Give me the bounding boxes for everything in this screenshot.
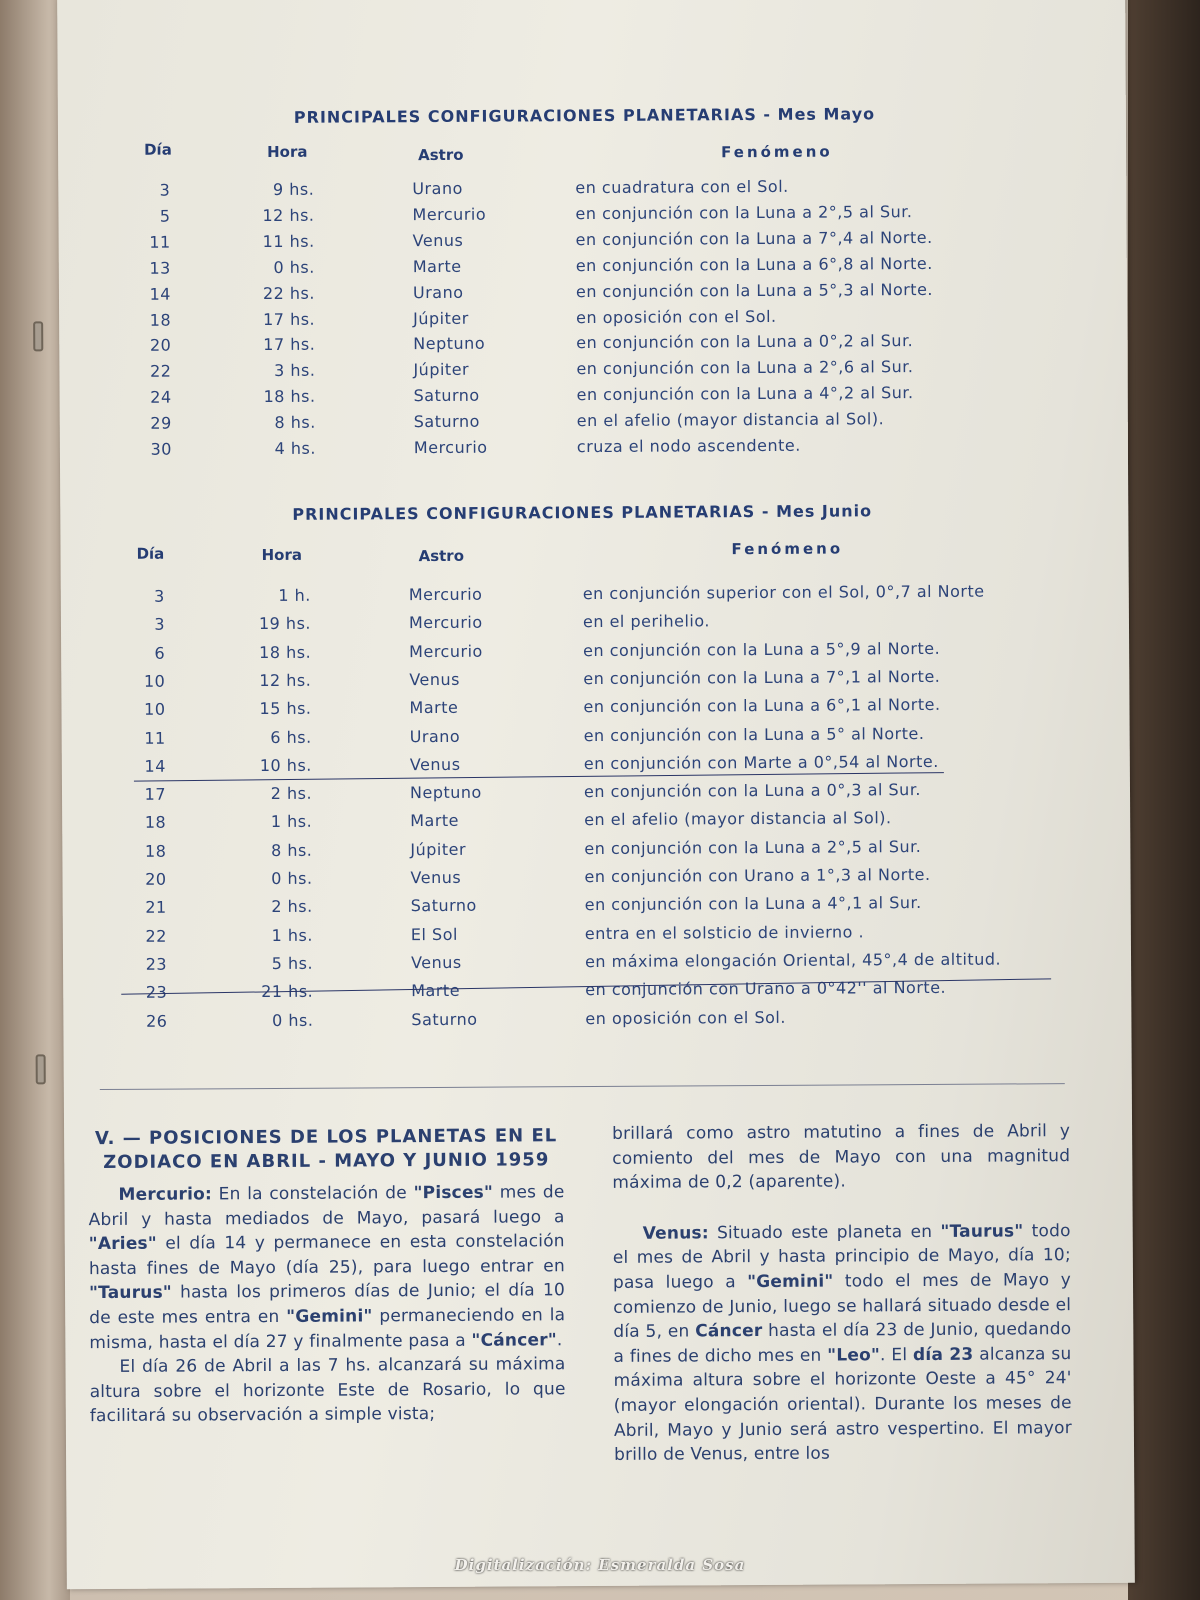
- cell-fenomeno: en conjunción con Urano a 1°,3 al Norte.: [584, 864, 931, 887]
- cell-hora: 0 hs.: [271, 868, 313, 888]
- cell-dia: 21: [145, 897, 167, 918]
- cell-dia: 3: [159, 180, 171, 200]
- cell-astro: Júpiter: [413, 308, 469, 328]
- header-hora: Hora: [261, 545, 302, 565]
- term: Cáncer: [695, 1321, 763, 1342]
- cell-astro: Neptuno: [409, 782, 482, 803]
- table-row: [62, 722, 1130, 755]
- cell-fenomeno: en conjunción con la Luna a 2°,5 al Sur.: [575, 201, 913, 224]
- text-column-left: [88, 1124, 566, 1429]
- cell-dia: 14: [144, 756, 166, 776]
- cell-fenomeno: cruza el nodo ascendente.: [576, 435, 801, 457]
- header-dia: Día: [136, 544, 165, 563]
- cell-hora: 2 hs.: [270, 783, 313, 804]
- term: "Leo": [827, 1345, 881, 1366]
- table-row: [63, 949, 1131, 982]
- cell-astro: Mercurio: [409, 641, 483, 661]
- cell-astro: El Sol: [410, 924, 458, 944]
- cell-astro: Mercurio: [413, 437, 488, 458]
- cell-hora: 9 hs.: [272, 179, 315, 199]
- cell-astro: Venus: [409, 669, 461, 690]
- cell-dia: 20: [145, 869, 167, 889]
- text: . El: [879, 1344, 914, 1366]
- term: "Pisces": [413, 1182, 494, 1204]
- table-row: [61, 609, 1129, 642]
- cell-hora: 1 hs.: [271, 925, 313, 945]
- cell-astro: Júpiter: [413, 360, 470, 380]
- text: todo el mes de Mayo y comienzo de Junio, luego se hallará situado desde el día 5, en: [613, 1270, 1072, 1343]
- cell-dia: 14: [149, 284, 172, 304]
- table-row: [63, 977, 1131, 1010]
- table-row: [61, 666, 1129, 699]
- digitization-credit: Digitalización: Esmeralda Sosa: [454, 1556, 746, 1574]
- cell-hora: 17 hs.: [263, 309, 316, 329]
- header-astro: Astro: [418, 145, 464, 165]
- cell-fenomeno: en máxima elongación Oriental, 45°,4 de altitud.: [584, 949, 1002, 971]
- cell-hora: 15 hs.: [259, 698, 312, 719]
- cell-astro: Júpiter: [410, 839, 467, 859]
- text: todo el mes de Abril y hasta principio de Mayo, día 10; pasa luego a: [612, 1220, 1071, 1293]
- cell-astro: Venus: [409, 754, 461, 774]
- cell-hora: 19 hs.: [258, 614, 312, 634]
- cell-dia: 29: [150, 413, 172, 433]
- cell-fenomeno: en cuadratura con el Sol.: [575, 176, 789, 198]
- cell-fenomeno: en conjunción con la Luna a 5° al Norte.: [583, 723, 925, 745]
- paragraph-venus: [613, 1219, 1072, 1468]
- cell-fenomeno: en oposición con el Sol.: [585, 1007, 786, 1028]
- term: "Gemini": [286, 1306, 373, 1327]
- cell-fenomeno: en conjunción con la Luna a 5°,9 al Norte.: [583, 638, 941, 660]
- cell-astro: Urano: [409, 726, 461, 746]
- cell-astro: Venus: [410, 867, 462, 888]
- cell-dia: 30: [150, 439, 172, 459]
- cell-astro: Venus: [410, 952, 462, 973]
- cell-dia: 10: [143, 671, 166, 691]
- cell-fenomeno: en conjunción con la Luna a 0°,2 al Sur.: [576, 331, 914, 353]
- cell-astro: Marte: [411, 981, 461, 1001]
- cell-dia: 5: [159, 206, 171, 226]
- document-page: [57, 0, 1135, 1589]
- cell-dia: 3: [154, 614, 166, 634]
- cell-fenomeno: en conjunción con la Luna a 6°,8 al Norte.: [575, 253, 933, 275]
- cell-fenomeno: en el afelio (mayor distancia al Sol).: [584, 808, 892, 830]
- cell-hora: 8 hs.: [270, 840, 313, 860]
- background-edge: [1128, 0, 1200, 1600]
- cell-dia: 20: [149, 335, 172, 356]
- cell-astro: Venus: [412, 230, 464, 250]
- table-row: [62, 864, 1130, 897]
- cell-hora: 4 hs.: [274, 438, 316, 458]
- cell-astro: Saturno: [410, 896, 477, 916]
- cell-fenomeno: en conjunción con la Luna a 7°,1 al Norte.: [583, 666, 941, 688]
- header-hora: Hora: [267, 142, 308, 161]
- term: "Cáncer": [471, 1329, 557, 1351]
- cell-fenomeno: en el afelio (mayor distancia al Sol).: [576, 409, 885, 431]
- cell-hora: 8 hs.: [274, 412, 316, 433]
- cell-hora: 10 hs.: [259, 755, 312, 775]
- text: alcanza su máxima altura sobre el horizonte Oeste a 45° 24' (mayor elongación oriental). Durante los meses de Abril, Mayo y Junio será astro vespertino. El mayor brillo de Venus, entre los: [613, 1343, 1072, 1466]
- divider-rule: [100, 1083, 1065, 1090]
- cell-fenomeno: en conjunción con la Luna a 6°,1 al Norte.: [583, 695, 941, 717]
- table-row: [62, 779, 1130, 812]
- term: "Taurus": [940, 1221, 1024, 1242]
- text: .: [556, 1329, 563, 1350]
- text: hasta el día 23 de Junio, quedando a fines de dicho mes en: [613, 1319, 1072, 1367]
- term: "Aries": [88, 1233, 157, 1255]
- table-row: [62, 835, 1130, 868]
- table-row: [63, 1005, 1131, 1038]
- cell-fenomeno: en conjunción con la Luna a 2°,6 al Sur.: [576, 357, 914, 379]
- table-row: [62, 751, 1130, 784]
- cell-astro: Saturno: [411, 1009, 478, 1029]
- cell-dia: 6: [154, 643, 166, 663]
- cell-hora: 0 hs.: [273, 257, 315, 277]
- cell-hora: 1 h.: [278, 585, 311, 605]
- cell-fenomeno: en conjunción con la Luna a 2°,5 al Sur.: [584, 836, 922, 858]
- header-fenomeno: Fenómeno: [721, 142, 833, 162]
- term: "Gemini": [747, 1271, 834, 1293]
- term: día 23: [912, 1344, 974, 1365]
- cell-dia: 13: [149, 258, 171, 278]
- cell-dia: 18: [144, 841, 167, 861]
- table-row: [63, 892, 1131, 925]
- label-mercurio: Mercurio:: [118, 1184, 213, 1205]
- cell-fenomeno: en el perihelio.: [582, 611, 710, 632]
- cell-hora: 12 hs.: [259, 670, 312, 690]
- header-fenomeno: Fenómeno: [731, 539, 844, 559]
- cell-fenomeno: en conjunción con Marte a 0°,54 al Norte.: [583, 751, 939, 773]
- cell-astro: Urano: [412, 282, 464, 302]
- paragraph-continuation: brillará como astro matutino a fines de Abril y comiento del mes de Mayo con una magnitud máxima de 0,2 (aparente).: [612, 1121, 1071, 1194]
- text: mes de Abril y hasta mediados de Mayo, pasará luego a: [88, 1182, 565, 1230]
- cell-dia: 23: [145, 982, 168, 1002]
- cell-astro: Mercurio: [408, 612, 483, 633]
- header-astro: Astro: [418, 546, 465, 566]
- table-row: [61, 694, 1129, 727]
- text: En la constelación de: [211, 1183, 414, 1205]
- cell-dia: 11: [149, 232, 171, 252]
- cell-dia: 26: [145, 1011, 168, 1031]
- cell-fenomeno: en conjunción con la Luna a 4°,1 al Sur.: [584, 893, 922, 915]
- cell-astro: Urano: [412, 178, 463, 199]
- cell-hora: 12 hs.: [262, 205, 315, 225]
- cell-dia: 18: [149, 310, 172, 330]
- cell-dia: 24: [150, 387, 172, 407]
- cell-fenomeno: en conjunción con la Luna a 7°,4 al Norte.: [575, 227, 933, 249]
- text: permaneciendo en la misma, hasta el día 27 y finalmente pasa a: [89, 1305, 566, 1353]
- table-title-junio: PRINCIPALES CONFIGURACIONES PLANETARIAS - Mes Junio: [292, 501, 873, 524]
- cell-astro: Saturno: [413, 385, 480, 406]
- cell-astro: Mercurio: [412, 204, 487, 225]
- cell-dia: 3: [154, 586, 165, 606]
- cell-astro: Marte: [410, 811, 460, 831]
- staple: [33, 321, 43, 351]
- section-title: V. — POSICIONES DE LOS PLANETAS EN EL ZODIACO EN ABRIL - MAYO Y JUNIO 1959: [94, 1125, 558, 1174]
- cell-astro: Neptuno: [413, 334, 486, 354]
- cell-hora: 1 hs.: [270, 812, 313, 832]
- cell-hora: 18 hs.: [263, 386, 316, 407]
- cell-fenomeno: en conjunción con la Luna a 4°,2 al Sur.: [576, 383, 914, 405]
- cell-hora: 17 hs.: [263, 335, 316, 355]
- label-venus: Venus:: [642, 1223, 709, 1244]
- cell-dia: 23: [145, 954, 168, 974]
- table-row: [60, 434, 1128, 467]
- cell-dia: 10: [144, 699, 166, 719]
- table-row: [61, 637, 1129, 670]
- cell-fenomeno: en oposición con el Sol.: [576, 306, 777, 327]
- paragraph-mercurio-2: El día 26 de Abril a las 7 hs. alcanzará su máxima altura sobre el horizonte Este de Rosario, lo que facilitará su observación a simple vista;: [89, 1354, 566, 1427]
- paragraph-mercurio: [88, 1180, 565, 1355]
- cell-fenomeno: en conjunción con la Luna a 5°,3 al Norte.: [575, 279, 934, 301]
- header-dia: Día: [144, 140, 172, 159]
- cell-hora: 2 hs.: [271, 897, 313, 917]
- cell-fenomeno: entra en el solsticio de invierno .: [584, 921, 865, 943]
- cell-hora: 3 hs.: [274, 361, 316, 381]
- term: "Taurus": [88, 1282, 173, 1304]
- staple: [36, 1054, 46, 1084]
- cell-hora: 6 hs.: [270, 727, 312, 747]
- cell-astro: Saturno: [413, 411, 480, 432]
- cell-hora: 22 hs.: [262, 283, 316, 303]
- text: Situado este planeta en: [708, 1221, 941, 1244]
- cell-dia: 17: [144, 784, 167, 804]
- cell-astro: Mercurio: [408, 584, 483, 605]
- table-row: [62, 807, 1130, 840]
- cell-hora: 21 hs.: [261, 981, 314, 1002]
- table-title-mayo: PRINCIPALES CONFIGURACIONES PLANETARIAS - Mes Mayo: [293, 104, 876, 127]
- cell-fenomeno: en conjunción con Urano a 0°42'' al Norte.: [585, 978, 947, 1000]
- cell-hora: 5 hs.: [271, 953, 314, 973]
- cell-astro: Marte: [412, 256, 462, 276]
- cell-hora: 11 hs.: [262, 231, 315, 251]
- text: el día 14 y permanece en esta constelación hasta fines de Mayo (día 25), para luego entrar en: [88, 1231, 565, 1279]
- cell-hora: 0 hs.: [272, 1010, 314, 1030]
- cell-fenomeno: en conjunción con la Luna a 0°,3 al Sur.: [583, 780, 922, 802]
- text: hasta los primeros días de Junio; el día 10 de este mes entra en: [89, 1280, 566, 1329]
- cell-hora: 18 hs.: [259, 642, 312, 662]
- cell-astro: Marte: [409, 698, 459, 718]
- cell-fenomeno: en conjunción superior con el Sol, 0°,7 al Norte: [582, 581, 985, 604]
- cell-dia: 22: [150, 361, 172, 382]
- cell-dia: 22: [145, 926, 167, 946]
- cell-dia: 11: [144, 728, 166, 748]
- cell-dia: 18: [144, 813, 167, 833]
- text-column-right: [612, 1119, 1072, 1468]
- table-row: [61, 581, 1129, 614]
- table-row: [63, 920, 1131, 953]
